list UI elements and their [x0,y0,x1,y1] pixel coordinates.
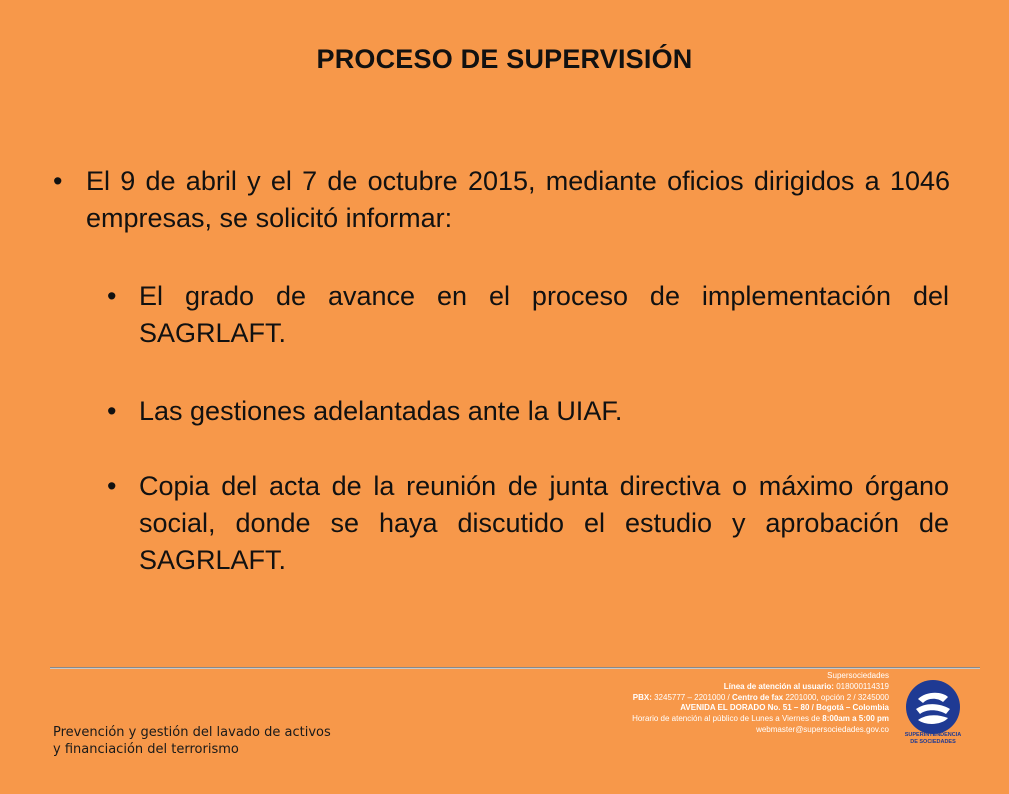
bullet-text: El 9 de abril y el 7 de octubre 2015, mediante oficios dirigidos a 1046 empresas, se solicitó informar: [86,166,950,233]
contact-info [529,671,889,736]
logo-wordmark: SUPERINTENDENCIA DE SOCIEDADES [904,732,962,745]
bullet-marker: • [107,281,117,311]
bullet-text: Copia del acta de la reunión de junta directiva o máximo órgano social, donde se haya discutido el estudio y aprobación de SAGRLAFT. [139,471,949,575]
bullet-item [107,468,949,579]
org-name: Supersociedades [827,671,889,680]
bullet-text: Las gestiones adelantadas ante la UIAF. [139,396,623,426]
bullet-text: El grado de avance en el proceso de implementación del SAGRLAFT. [139,281,949,348]
bullet-item [107,393,949,430]
bullet-item [53,163,950,237]
attention-line: Línea de atención al usuario: 018000114319 [723,681,889,691]
footer-caption [53,724,331,758]
footer-divider [50,667,980,669]
footer-caption-line: y financiación del terrorismo [53,742,239,757]
slide-title: PROCESO DE SUPERVISIÓN [316,44,693,74]
bullet-item [107,278,949,352]
bullet-marker: • [107,396,117,426]
bullet-marker: • [107,471,117,501]
hours-line: Horario de atención al público de Lunes a Viernes de 8:00am a 5:00 pm [632,714,889,724]
bullet-marker: • [53,166,63,196]
footer-caption-line: Prevención y gestión del lavado de activos [53,725,331,740]
phone-line: PBX: 3245777 – 2201000 / Centro de fax 2201000, opción 2 / 3245000 [632,692,889,702]
address-line: AVENIDA EL DORADO No. 51 – 80 / Bogotá – Colombia [680,703,889,713]
email-line: webmaster@supersociedades.gov.co [756,724,889,734]
